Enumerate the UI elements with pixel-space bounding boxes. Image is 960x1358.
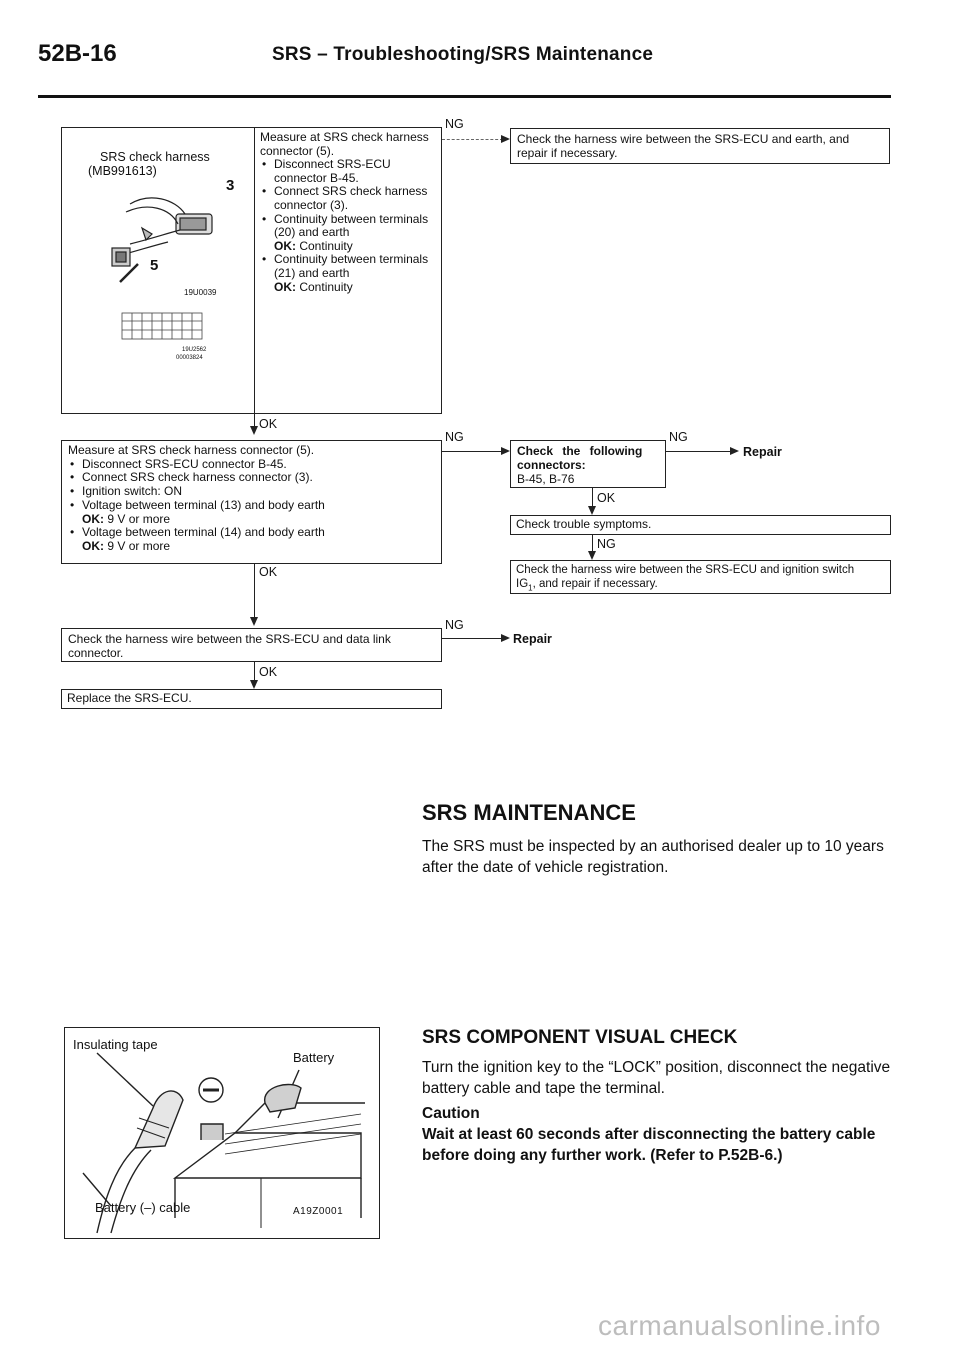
ok-value: 9 V or more — [107, 511, 171, 526]
caution-title: Caution — [422, 1105, 480, 1122]
step2-ng2-arrow — [730, 447, 739, 455]
repair-label-2: Repair — [513, 632, 552, 646]
step2-step: • Disconnect SRS-ECU connector B-45. — [68, 458, 435, 472]
step3-ng-arrow — [501, 634, 510, 642]
step1-ng-line — [442, 139, 503, 140]
check-harness-illustration — [90, 184, 230, 284]
ig-text: IG — [516, 578, 529, 590]
step1-figure-panel — [61, 127, 255, 414]
step1-ok-label: OK — [259, 417, 278, 431]
maintenance-text: The SRS must be inspected by an authorised dealer up to 10 years after the date of vehicle registration. — [422, 838, 884, 876]
caution-text: Wait at least 60 seconds after disconnecting the battery cable before doing any further work. (Refer to P.52B-6.) — [422, 1126, 876, 1164]
step2-ng-line — [442, 451, 503, 452]
step1-ok1 — [260, 240, 436, 254]
step2-ok-arrow — [250, 617, 258, 626]
callout-3: 3 — [226, 177, 235, 194]
step2-ng2-line — [666, 451, 732, 452]
callout-5: 5 — [150, 257, 159, 274]
step3-ng-line — [442, 638, 503, 639]
check-connectors-line3: B-45, B-76 — [517, 472, 575, 486]
step1-title: Measure at SRS check harness connector (5). — [260, 130, 429, 158]
figure-code-bottom: 00003824 — [176, 355, 203, 361]
step2-ok-label: OK — [259, 565, 278, 579]
ok-label: OK: — [82, 511, 104, 526]
check-connectors-line2: connectors: — [517, 458, 586, 472]
check-ig-line1: Check the harness wire between the SRS-ECU and ignition switch — [516, 564, 855, 576]
step1-ng-box: Check the harness wire between the SRS-ECU and earth, and repair if necessary. — [510, 128, 890, 164]
connector-terminal-diagram — [120, 311, 204, 341]
step1-steps — [260, 158, 436, 294]
ok-label: OK: — [82, 538, 104, 553]
check-connectors-line1: Check the following — [517, 444, 643, 458]
step1-ng-arrow — [501, 135, 510, 143]
connectors-ok-arrow — [588, 506, 596, 515]
step2-steps — [68, 458, 435, 554]
step1-step: • Connect SRS check harness connector (3). — [260, 185, 436, 212]
figure-code-top: 19U0039 — [184, 288, 217, 297]
step1-box — [254, 127, 442, 414]
trouble-ng-arrow — [588, 551, 596, 560]
step1-ok2 — [260, 281, 436, 295]
step3-ok-line — [254, 662, 255, 682]
page-title: SRS – Troubleshooting/SRS Maintenance — [272, 44, 654, 65]
step1-step: • Continuity between terminals (20) and earth — [260, 213, 436, 240]
step2-step: • Ignition switch: ON — [68, 485, 435, 499]
step1-ok-arrow — [250, 426, 258, 435]
figure-code: A19Z0001 — [293, 1206, 344, 1217]
check-trouble-box: Check trouble symptoms. — [510, 515, 891, 535]
ok-value: Continuity — [299, 238, 353, 253]
step2-step: • Connect SRS check harness connector (3). — [68, 471, 435, 485]
step2-box — [61, 440, 442, 564]
battery-figure-panel — [64, 1027, 380, 1239]
step2-step: • Voltage between terminal (13) and body earth — [68, 499, 435, 513]
check-ig-line2 — [516, 577, 885, 595]
trouble-ng-line — [592, 535, 593, 552]
step3-ok-label: OK — [259, 665, 278, 679]
step2-ok-line — [254, 564, 255, 619]
connectors-ok-label: OK — [597, 491, 616, 505]
ok-value: Continuity — [299, 279, 353, 294]
step4-box: Replace the SRS-ECU. — [61, 689, 442, 709]
header-rule — [38, 95, 891, 98]
ig-text-rest: , and repair if necessary. — [532, 578, 658, 590]
ig-subscript: 1 — [528, 583, 533, 593]
step3-box: Check the harness wire between the SRS-ECU and data link connector. — [61, 628, 442, 662]
page-number: 52B-16 — [38, 40, 117, 67]
step2-step: • Voltage between terminal (14) and body earth — [68, 526, 435, 540]
maintenance-heading: SRS MAINTENANCE — [422, 800, 636, 825]
figure-code-small: 19U2562 — [182, 347, 207, 353]
check-connectors-box — [510, 440, 666, 488]
connectors-ok-line — [592, 488, 593, 508]
step1-ng-label: NG — [445, 117, 464, 131]
step2-ok1 — [68, 513, 435, 527]
step1-step: • Disconnect SRS-ECU connector B-45. — [260, 158, 436, 185]
step2-title: Measure at SRS check harness connector (5). — [68, 443, 315, 457]
figure-caption-1: SRS check harness — [100, 150, 210, 164]
step2-ok2 — [68, 540, 435, 554]
step1-step: • Continuity between terminals (21) and earth — [260, 253, 436, 280]
trouble-ng-label: NG — [597, 537, 616, 551]
battery-label: Battery — [293, 1050, 335, 1065]
visual-check-heading: SRS COMPONENT VISUAL CHECK — [422, 1027, 738, 1048]
check-ig-box — [510, 560, 891, 594]
repair-label-1: Repair — [743, 445, 782, 459]
insulating-tape-label: Insulating tape — [73, 1037, 158, 1052]
ok-value: 9 V or more — [107, 538, 171, 553]
battery-cable-label: Battery (–) cable — [95, 1200, 191, 1215]
step3-ng-label: NG — [445, 618, 464, 632]
step3-ok-arrow — [250, 680, 258, 689]
step2-ng-arrow — [501, 447, 510, 455]
step2-ng2-label: NG — [669, 430, 688, 444]
watermark: carmanualsonline.info — [598, 1310, 881, 1341]
figure-caption-2: (MB991613) — [88, 164, 157, 178]
step2-ng-label: NG — [445, 430, 464, 444]
ok-label: OK: — [274, 279, 296, 294]
ok-label: OK: — [274, 238, 296, 253]
visual-check-text: Turn the ignition key to the “LOCK” position, disconnect the negative battery cable and tape the terminal. — [422, 1059, 891, 1097]
